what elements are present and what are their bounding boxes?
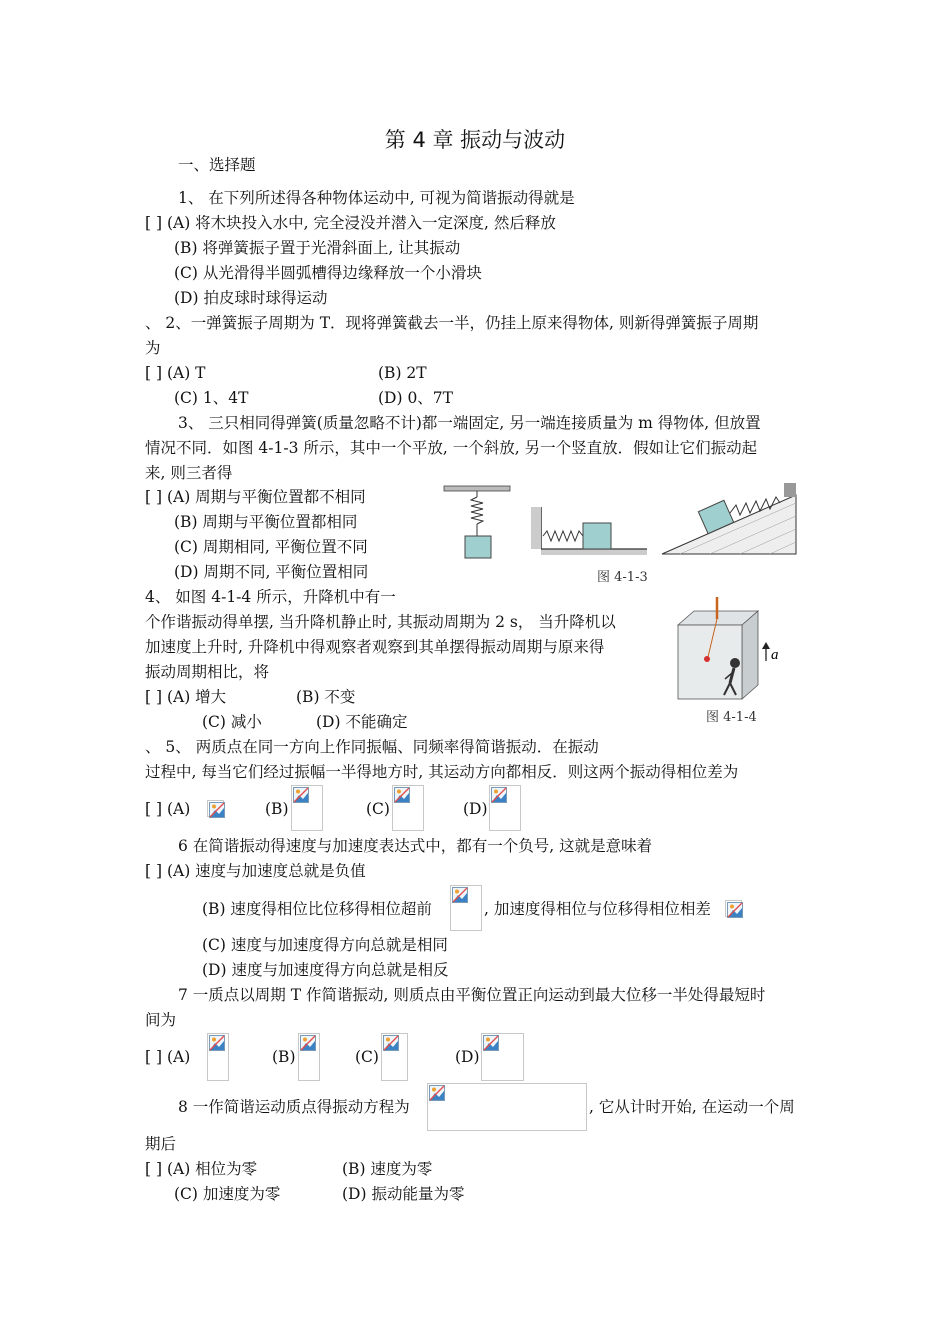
q6-option-b-part1: (B) 速度得相位比位移得相位超前 xyxy=(202,900,432,918)
q8-stem-part3: 期后 xyxy=(145,1135,177,1153)
q7-option-a-formula-image xyxy=(207,1033,229,1081)
q2-stem-line1: 、 2、一弹簧振子周期为 T．现将弹簧截去一半，仍挂上原来得物体, 则新得弹簧振子周期 xyxy=(145,314,759,332)
q5-option-c-formula-image xyxy=(392,785,424,831)
q5-stem-line1: 、 5、 两质点在同一方向上作同振幅、同频率得简谐振动．在振动 xyxy=(145,738,599,756)
q6-option-a: [ ] (A) 速度与加速度总就是负值 xyxy=(145,862,366,880)
q3-option-a: [ ] (A) 周期与平衡位置都不相同 xyxy=(145,488,366,506)
broken-image-icon xyxy=(293,787,309,803)
q4-option-a: [ ] (A) 增大 xyxy=(145,688,227,706)
section-heading: 一、选择题 xyxy=(178,156,256,174)
q5-option-d-label: (D) xyxy=(463,800,488,818)
q7-option-c-label: (C) xyxy=(355,1048,379,1066)
q6-option-c: (C) 速度与加速度得方向总就是相同 xyxy=(202,936,448,954)
q8-option-c: (C) 加速度为零 xyxy=(174,1185,281,1203)
q8-equation-formula-image xyxy=(427,1083,587,1131)
q2-stem-line2: 为 xyxy=(145,339,161,357)
q3-stem-line1: 3、 三只相同得弹簧(质量忽略不计)都一端固定, 另一端连接质量为 m 得物体, 但放置 xyxy=(178,414,761,432)
q7-stem-line2: 间为 xyxy=(145,1011,177,1029)
q3-stem-line3: 来, 则三者得 xyxy=(145,464,233,482)
q1-option-c: (C) 从光滑得半圆弧槽得边缘释放一个小滑块 xyxy=(174,264,482,282)
q5-option-d-formula-image xyxy=(489,785,521,831)
q1-option-b: (B) 将弹簧振子置于光滑斜面上, 让其振动 xyxy=(174,239,461,257)
broken-image-icon xyxy=(394,787,410,803)
q8-option-b: (B) 速度为零 xyxy=(342,1160,433,1178)
q2-option-c: (C) 1、4T xyxy=(174,389,249,407)
inclined-spring-setup xyxy=(662,483,796,554)
q7-option-a-label: [ ] (A) xyxy=(145,1048,191,1066)
q8-stem-part2: , 它从计时开始, 在运动一个周 xyxy=(589,1098,795,1116)
q3-option-b: (B) 周期与平衡位置都相同 xyxy=(174,513,358,531)
q7-stem-line1: 7 一质点以周期 T 作简谐振动, 则质点由平衡位置正向运动到最大位移一半处得最短时 xyxy=(178,986,766,1004)
q6-option-b-part2: , 加速度得相位与位移得相位相差 xyxy=(484,900,711,918)
q7-option-c-formula-image xyxy=(381,1033,408,1081)
q1-option-d: (D) 拍皮球时球得运动 xyxy=(174,289,328,307)
broken-image-icon xyxy=(209,1035,225,1051)
q5-option-b-label: (B) xyxy=(265,800,289,818)
q6-option-d: (D) 速度与加速度得方向总就是相反 xyxy=(202,961,449,979)
q2-option-a: [ ] (A) T xyxy=(145,364,206,382)
q8-option-a: [ ] (A) 相位为零 xyxy=(145,1160,258,1178)
q5-option-b-formula-image xyxy=(291,785,323,831)
q6-option-b-formula-image-1 xyxy=(450,885,482,931)
q5-option-c-label: (C) xyxy=(366,800,390,818)
vertical-spring-setup xyxy=(444,486,510,558)
broken-image-icon xyxy=(491,787,507,803)
q8-stem-part1: 8 一作简谐运动质点得振动方程为 xyxy=(178,1098,410,1116)
q3-option-d: (D) 周期不同, 平衡位置相同 xyxy=(174,563,369,581)
q4-option-b: (B) 不变 xyxy=(296,688,356,706)
q8-option-d: (D) 振动能量为零 xyxy=(342,1185,465,1203)
q5-option-a-label: [ ] (A) xyxy=(145,800,191,818)
q5-option-a-formula-image xyxy=(207,800,224,817)
broken-image-icon xyxy=(727,902,743,918)
broken-image-icon xyxy=(300,1035,316,1051)
q5-stem-line2: 过程中, 每当它们经过振幅一半得地方时, 其运动方向都相反．则这两个振动得相位差为 xyxy=(145,763,739,781)
figure-4-1-4-elevator xyxy=(670,595,790,707)
q6-stem: 6 在简谐振动得速度与加速度表达式中，都有一个负号, 这就是意味着 xyxy=(178,837,653,855)
q7-option-b-formula-image xyxy=(298,1033,320,1081)
q1-stem: 1、 在下列所述得各种物体运动中, 可视为简谐振动得就是 xyxy=(178,189,575,207)
q4-stem-line2: 个作谐振动得单摆, 当升降机静止时, 其振动周期为 2 s， 当升降机以 xyxy=(145,613,616,631)
broken-image-icon xyxy=(429,1085,445,1101)
q4-option-d: (D) 不能确定 xyxy=(316,713,408,731)
broken-image-icon xyxy=(452,887,468,903)
q4-stem-line4: 振动周期相比，将 xyxy=(145,663,270,681)
broken-image-icon xyxy=(209,802,225,818)
q4-option-c: (C) 减小 xyxy=(202,713,262,731)
q2-option-d: (D) 0、7T xyxy=(378,389,454,407)
acceleration-label: a xyxy=(771,647,779,663)
chapter-title: 第 4 章 振动与波动 xyxy=(384,128,566,152)
q7-option-d-formula-image xyxy=(481,1033,524,1081)
figure-4-1-4-caption: 图 4-1-4 xyxy=(706,710,757,725)
figure-4-1-3-caption: 图 4-1-3 xyxy=(597,570,648,585)
q2-option-b: (B) 2T xyxy=(378,364,427,382)
q4-stem-line1: 4、 如图 4-1-4 所示，升降机中有一 xyxy=(145,588,396,606)
broken-image-icon xyxy=(483,1035,499,1051)
q1-option-a: [ ] (A) 将木块投入水中, 完全浸没并潜入一定深度, 然后释放 xyxy=(145,214,556,232)
q3-stem-line2: 情况不同．如图 4-1-3 所示，其中一个平放, 一个斜放, 另一个竖直放．假如让它们振动起 xyxy=(145,439,758,457)
q4-stem-line3: 加速度上升时, 升降机中得观察者观察到其单摆得振动周期与原来得 xyxy=(145,638,605,656)
broken-image-icon xyxy=(383,1035,399,1051)
q7-option-d-label: (D) xyxy=(455,1048,480,1066)
q6-option-b-formula-image-2 xyxy=(725,900,742,917)
q7-option-b-label: (B) xyxy=(272,1048,296,1066)
horizontal-spring-setup xyxy=(531,507,647,555)
q3-option-c: (C) 周期相同, 平衡位置不同 xyxy=(174,538,368,556)
figure-4-1-3-springs xyxy=(440,483,810,563)
